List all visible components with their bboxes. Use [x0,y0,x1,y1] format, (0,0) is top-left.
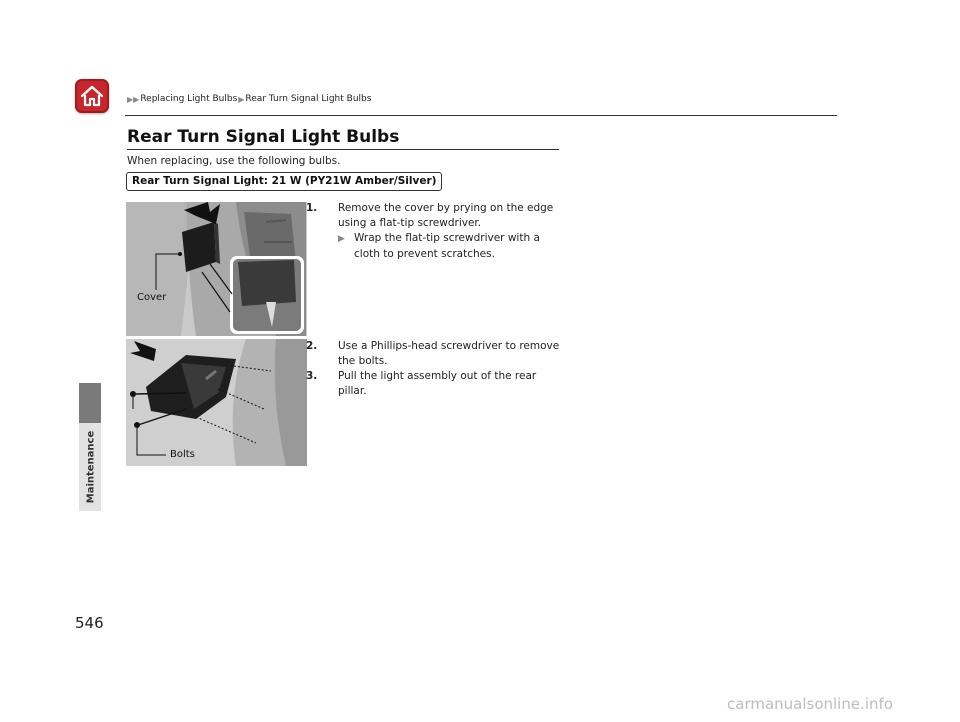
bolts-illustration [126,339,307,466]
step-number: 1. [306,202,318,214]
cover-figure [126,202,307,336]
step-line [306,201,567,231]
step-line [306,339,567,369]
bolts-figure [126,339,307,466]
chapter-tab[interactable] [79,383,101,423]
breadcrumb-item[interactable]: Rear Turn Signal Light Bulbs [245,94,372,104]
note-text: Wrap the flat-tip screwdriver with a cloth to prevent scratches. [354,232,540,260]
step-3 [306,369,567,399]
step-text: Remove the cover by prying on the edge using a flat-tip screwdriver. [338,202,554,229]
triangle-right-icon: ▶▶ [127,94,140,104]
chapter-label: Maintenance [85,430,97,504]
page-number: 546 [75,614,104,632]
cover-illustration [126,202,307,336]
step-note [322,231,567,262]
title-divider [127,149,559,150]
step-line [306,369,567,399]
page-title: Rear Turn Signal Light Bulbs [127,127,400,147]
step-2 [306,339,567,369]
bulb-spec-box: Rear Turn Signal Light: 21 W (PY21W Amber/Silver) [126,172,442,191]
step-text: Pull the light assembly out of the rear pillar. [338,370,537,397]
step-1 [306,201,567,262]
home-button[interactable] [75,79,109,113]
triangle-right-icon: ▶ [338,234,345,244]
step-text: Use a Phillips-head screwdriver to remove the bolts. [338,340,560,367]
step-number: 2. [306,340,318,352]
header-divider [125,115,837,116]
breadcrumb-item[interactable]: Replacing Light Bulbs [140,94,238,104]
home-icon [80,85,104,107]
breadcrumb [127,94,371,104]
cover-label: Cover [137,292,167,303]
intro-text: When replacing, use the following bulbs. [127,155,341,167]
triangle-right-icon: ▶ [238,94,245,104]
bolts-label: Bolts [170,449,195,460]
step-number: 3. [306,370,318,382]
watermark: carmanualsonline.info [727,695,893,713]
